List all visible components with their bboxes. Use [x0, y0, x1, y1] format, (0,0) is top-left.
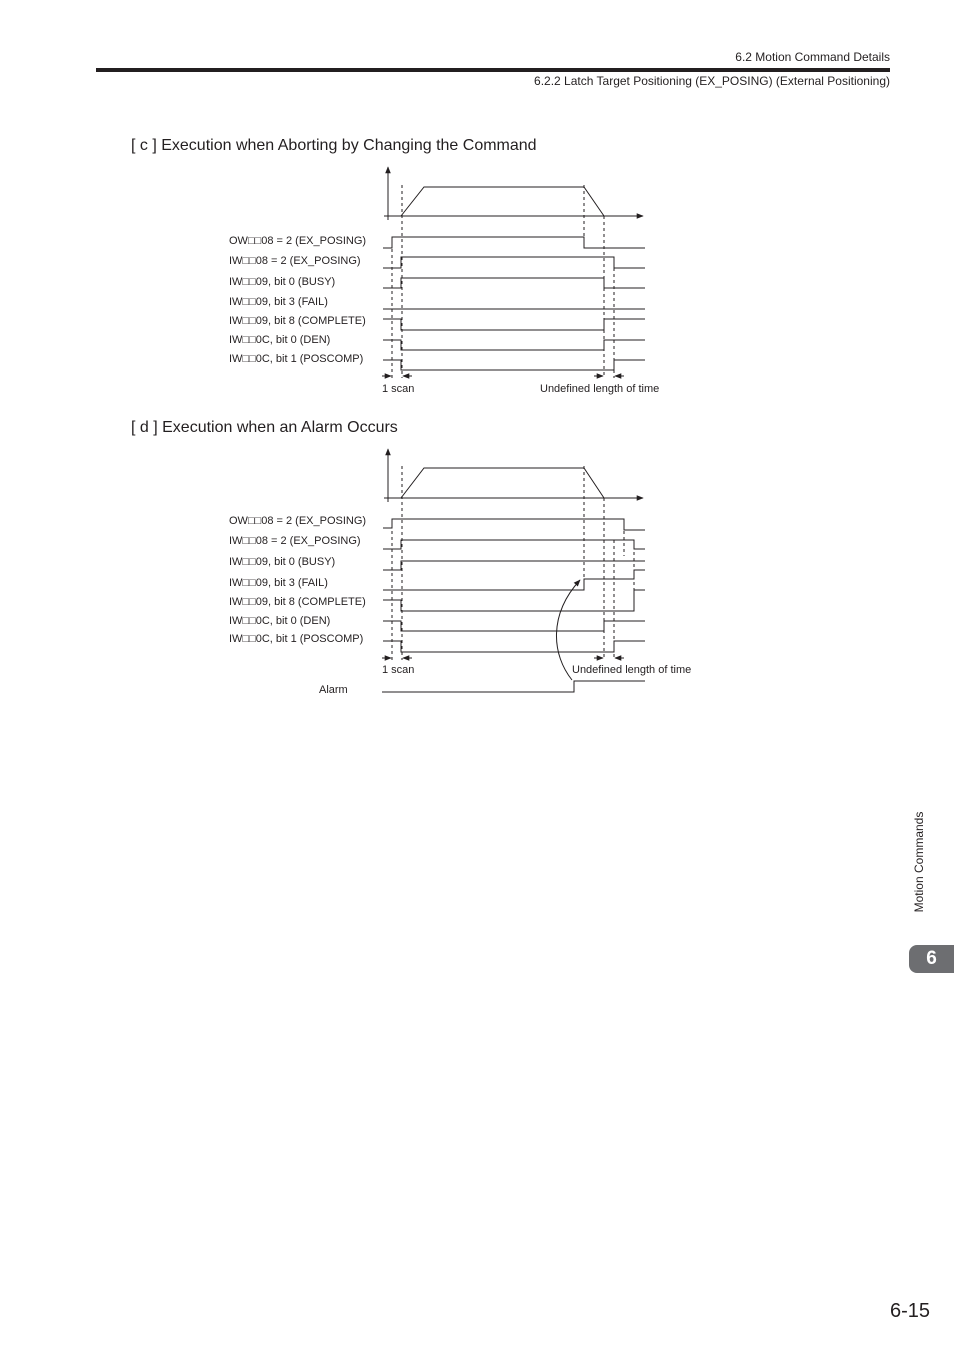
signal-label: IW□□0C, bit 1 (POSCOMP) — [229, 353, 364, 365]
waveform-poscomp — [383, 641, 645, 652]
signal-label: IW□□0C, bit 0 (DEN) — [229, 334, 331, 346]
speed-profile — [401, 468, 604, 498]
signal-label: IW□□0C, bit 0 (DEN) — [229, 615, 331, 627]
side-tab-label: Motion Commands — [912, 811, 926, 913]
running-header-section: 6.2 Motion Command Details — [735, 50, 890, 64]
waveform-complete — [383, 590, 645, 611]
scan-label: 1 scan — [382, 383, 415, 395]
waveform-alarm — [382, 681, 645, 692]
waveform-den — [383, 621, 645, 631]
waveform-ow08 — [383, 237, 645, 248]
alarm-label: Alarm — [319, 684, 348, 696]
waveform-ow08 — [383, 519, 645, 530]
timing-diagram-d — [0, 442, 954, 700]
heading-diagram-c: [ c ] Execution when Aborting by Changing the Command — [131, 137, 537, 154]
speed-profile — [401, 187, 604, 216]
scan-label: 1 scan — [382, 664, 415, 676]
waveform-busy — [383, 278, 645, 288]
waveform-iw08 — [383, 540, 645, 549]
signal-label: IW□□09, bit 8 (COMPLETE) — [229, 315, 366, 327]
signal-label: IW□□09, bit 0 (BUSY) — [229, 556, 336, 568]
timing-diagram-c — [0, 160, 954, 400]
signal-label: IW□□09, bit 3 (FAIL) — [229, 577, 328, 589]
signal-label: IW□□09, bit 0 (BUSY) — [229, 276, 336, 288]
header-rule — [96, 68, 890, 72]
waveform-busy — [383, 561, 645, 570]
undefined-time-label: Undefined length of time — [572, 664, 692, 676]
signal-label: IW□□08 = 2 (EX_POSING) — [229, 255, 361, 267]
signal-label: OW□□08 = 2 (EX_POSING) — [229, 235, 367, 247]
running-header-subsection: 6.2.2 Latch Target Positioning (EX_POSING) (External Positioning) — [534, 74, 890, 88]
waveform-den — [383, 340, 645, 350]
signal-label: IW□□08 = 2 (EX_POSING) — [229, 535, 361, 547]
waveform-poscomp — [383, 360, 645, 370]
waveform-iw08 — [383, 257, 645, 268]
heading-diagram-d: [ d ] Execution when an Alarm Occurs — [131, 419, 398, 436]
signal-label: IW□□09, bit 3 (FAIL) — [229, 296, 328, 308]
page-number: 6-15 — [889, 1300, 930, 1322]
signal-label: IW□□09, bit 8 (COMPLETE) — [229, 596, 366, 608]
undefined-time-label: Undefined length of time — [540, 383, 660, 395]
signal-label: OW□□08 = 2 (EX_POSING) — [229, 515, 367, 527]
waveform-fail — [383, 570, 645, 590]
chapter-tab: 6 — [909, 945, 954, 973]
waveform-complete — [383, 319, 645, 330]
signal-label: IW□□0C, bit 1 (POSCOMP) — [229, 633, 364, 645]
